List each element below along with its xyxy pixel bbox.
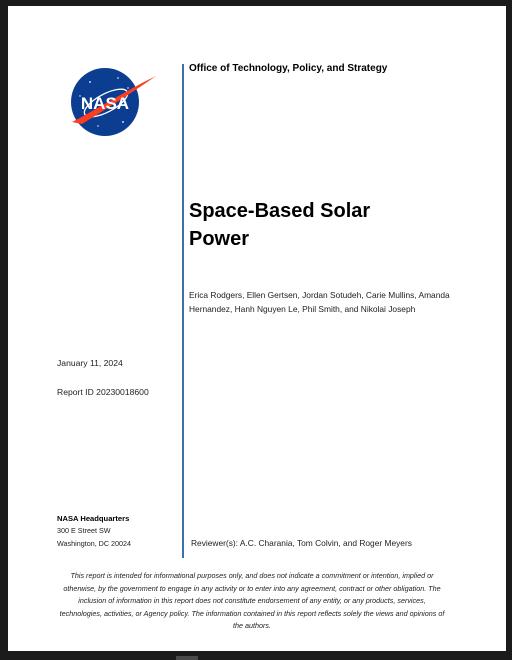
authors: Erica Rodgers, Ellen Gertsen, Jordan Sotudeh, Carie Mullins, Amanda Hernandez, Hanh Nguyen Le, Phil Smith, and Nikolai Joseph [189, 290, 450, 314]
title-line-1: Space-Based Solar [189, 200, 371, 222]
hq-city: Washington, DC 20024 [57, 539, 132, 548]
nasa-logo [68, 66, 158, 138]
hq-street: 300 E Street SW [57, 526, 111, 535]
report-date: January 11, 2024 [57, 358, 123, 368]
scroll-handle[interactable] [176, 656, 198, 660]
document-page [8, 6, 506, 651]
page-title [189, 197, 370, 253]
hq-name: NASA Headquarters [57, 514, 130, 523]
report-id: Report ID 20230018600 [57, 387, 149, 397]
title-line-2: Power [189, 228, 250, 250]
office-name: Office of Technology, Policy, and Strategy [189, 63, 388, 74]
viewer-bottom-bar [0, 651, 512, 660]
disclaimer: This report is intended for informational purposes only, and does not indicate a commitment or intention, implied or otherwise, by the government to engage in any activity or to enter into any agreement, contract or other obligation. The inclusion of information in this report does not constitute endorsement of any entity, or any products, services, technologies, activities, or Agency policy. The information contained in this report reflects solely the views and opinions of the authors. [59, 571, 445, 630]
reviewers: Reviewer(s): A.C. Charania, Tom Colvin, and Roger Meyers [191, 538, 412, 548]
svg-text:NASA: NASA [80, 94, 130, 113]
divider-line [182, 64, 184, 558]
